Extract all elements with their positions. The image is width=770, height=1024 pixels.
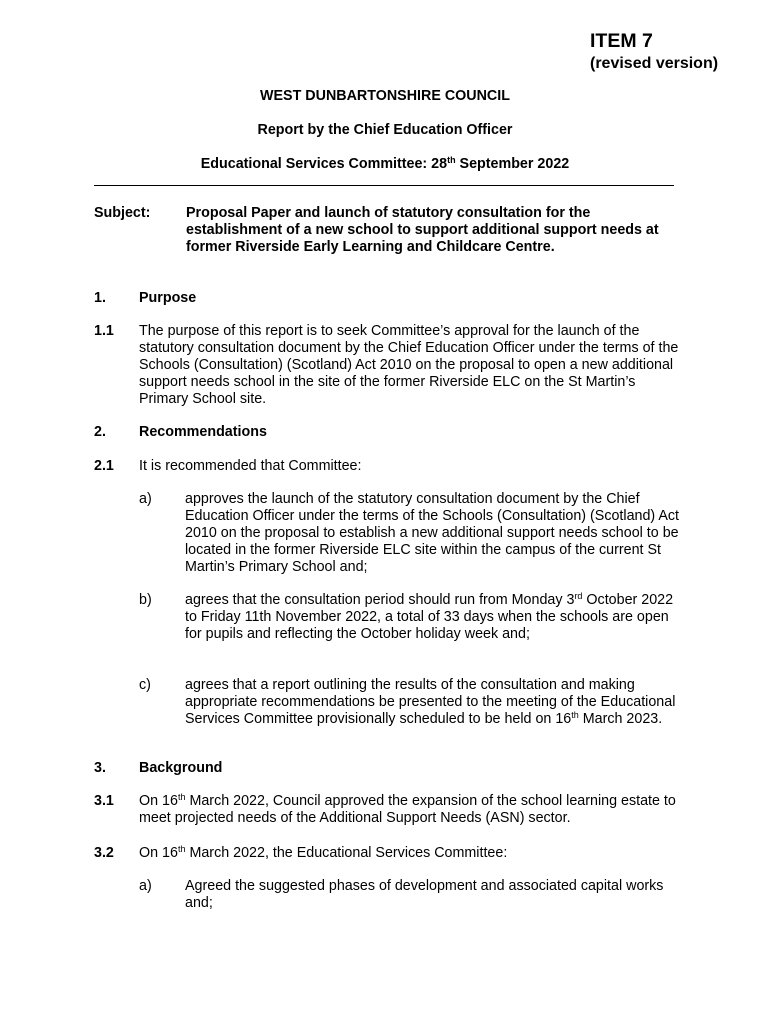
item-number: ITEM 7 <box>590 30 653 52</box>
subject-text: Proposal Paper and launch of statutory consultation for the establishment of a new school to support additional support needs at former Riverside Early Learning and Childcare Centre. <box>186 205 659 255</box>
header-divider <box>94 185 674 186</box>
paragraph-number: 2.1 <box>94 458 114 474</box>
council-name: WEST DUNBARTONSHIRE COUNCIL <box>260 88 510 104</box>
paragraph-3-1: On 16th March 2022, Council approved the expansion of the school learning estate to meet projected needs of the Additional Support Needs (ASN) sector. <box>139 792 676 826</box>
section-title-background: Background <box>139 760 223 776</box>
section-number: 1. <box>94 290 106 306</box>
section-number: 2. <box>94 424 106 440</box>
list-letter: a) <box>139 878 152 894</box>
paragraph-1-1: The purpose of this report is to seek Committee’s approval for the launch of the statutory consultation document by the Chief Education Officer under the terms of the Schools (Consultation) (Scotland) Act 2010 on the proposal to open a new additional support needs school in the site of the former Riverside ELC on the St Martin’s Primary School site. <box>139 323 679 407</box>
paragraph-number: 1.1 <box>94 323 114 339</box>
recommendation-a: approves the launch of the statutory consultation document by the Chief Education Officer under the terms of the Schools (Consultation) (Scotland) Act 2010 on the proposal to establish a new additional support needs school to be located in the former Riverside ELC site within the campus of the current St Martin’s Primary School and; <box>185 491 680 575</box>
list-letter: b) <box>139 592 152 608</box>
revised-version-note: (revised version) <box>590 55 719 72</box>
paragraph-number: 3.2 <box>94 845 114 861</box>
paragraph-3-2: On 16th March 2022, the Educational Services Committee: <box>139 844 508 861</box>
subject-label: Subject: <box>94 205 151 221</box>
background-a: Agreed the suggested phases of development and associated capital works and; <box>185 878 664 911</box>
paragraph-number: 3.1 <box>94 793 114 809</box>
report-author: Report by the Chief Education Officer <box>257 122 513 138</box>
list-letter: a) <box>139 491 152 507</box>
list-letter: c) <box>139 677 151 693</box>
section-number: 3. <box>94 760 106 776</box>
recommendation-b: agrees that the consultation period should run from Monday 3rd October 2022 to Friday 11th November 2022, a total of 33 days when the schools are open for pupils and reflecting the October holiday week and; <box>185 591 674 642</box>
paragraph-2-1: It is recommended that Committee: <box>139 458 362 474</box>
recommendation-c: agrees that a report outlining the results of the consultation and making appropriate recommendations be presented to the meeting of the Educational Services Committee provisionally scheduled to be held on 16th March 2023. <box>185 677 676 727</box>
section-title-purpose: Purpose <box>139 290 197 306</box>
committee-date: Educational Services Committee: 28th September 2022 <box>200 155 570 172</box>
section-title-recommendations: Recommendations <box>139 424 267 440</box>
